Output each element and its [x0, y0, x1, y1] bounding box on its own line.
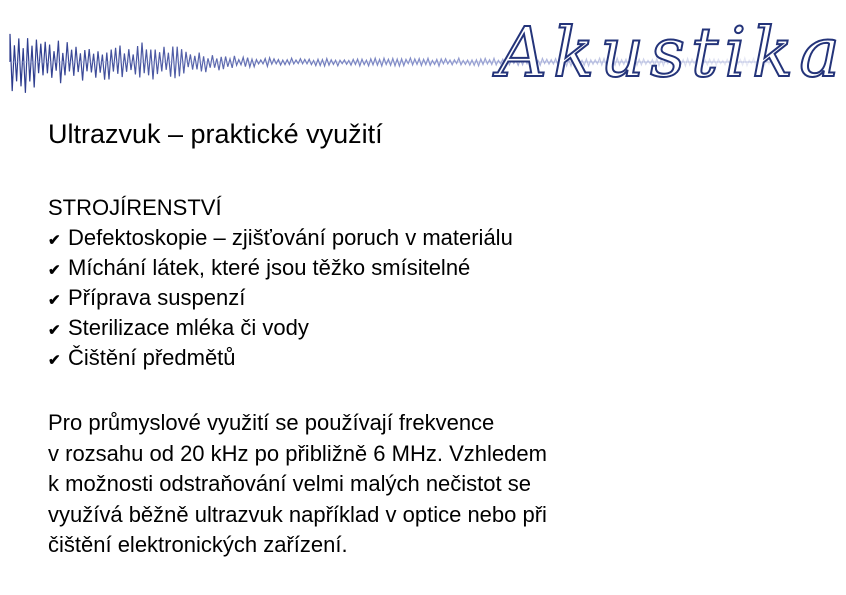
list-item-text: Míchání látek, které jsou těžko smísitelné — [68, 255, 471, 280]
header-banner — [0, 0, 846, 110]
list-item — [48, 313, 513, 343]
paragraph-line: čištění elektronických zařízení. — [48, 532, 348, 558]
check-icon: ✔ — [48, 232, 61, 249]
paragraph-line: v rozsahu od 20 kHz po přibližně 6 MHz. Vzhledem — [48, 440, 547, 466]
check-icon: ✔ — [48, 262, 61, 279]
page-title: Ultrazvuk – praktické využití — [48, 119, 383, 149]
logo-akustika: Akustika — [498, 14, 846, 93]
list-item — [48, 283, 513, 313]
check-icon: ✔ — [48, 322, 61, 339]
section-heading: STROJÍRENSTVÍ — [48, 195, 222, 220]
list-item-text: Příprava suspenzí — [68, 285, 246, 310]
list-item — [48, 253, 513, 283]
check-icon: ✔ — [48, 352, 61, 369]
list-item-text: Čištění předmětů — [68, 345, 236, 370]
section-strojirenstvi — [48, 193, 513, 373]
bullet-list — [48, 223, 513, 373]
list-item-text: Sterilizace mléka či vody — [68, 315, 309, 340]
list-item — [48, 343, 513, 373]
check-icon: ✔ — [48, 292, 61, 309]
paragraph-line: k možnosti odstraňování velmi malých nečistot se — [48, 471, 531, 497]
body-paragraph — [48, 408, 768, 561]
list-item-text: Defektoskopie – zjišťování poruch v materiálu — [68, 225, 513, 250]
list-item — [48, 223, 513, 253]
paragraph-line: Pro průmyslové využití se používají frekvence — [48, 410, 495, 435]
paragraph-line: využívá běžně ultrazvuk například v optice nebo při — [48, 501, 547, 527]
